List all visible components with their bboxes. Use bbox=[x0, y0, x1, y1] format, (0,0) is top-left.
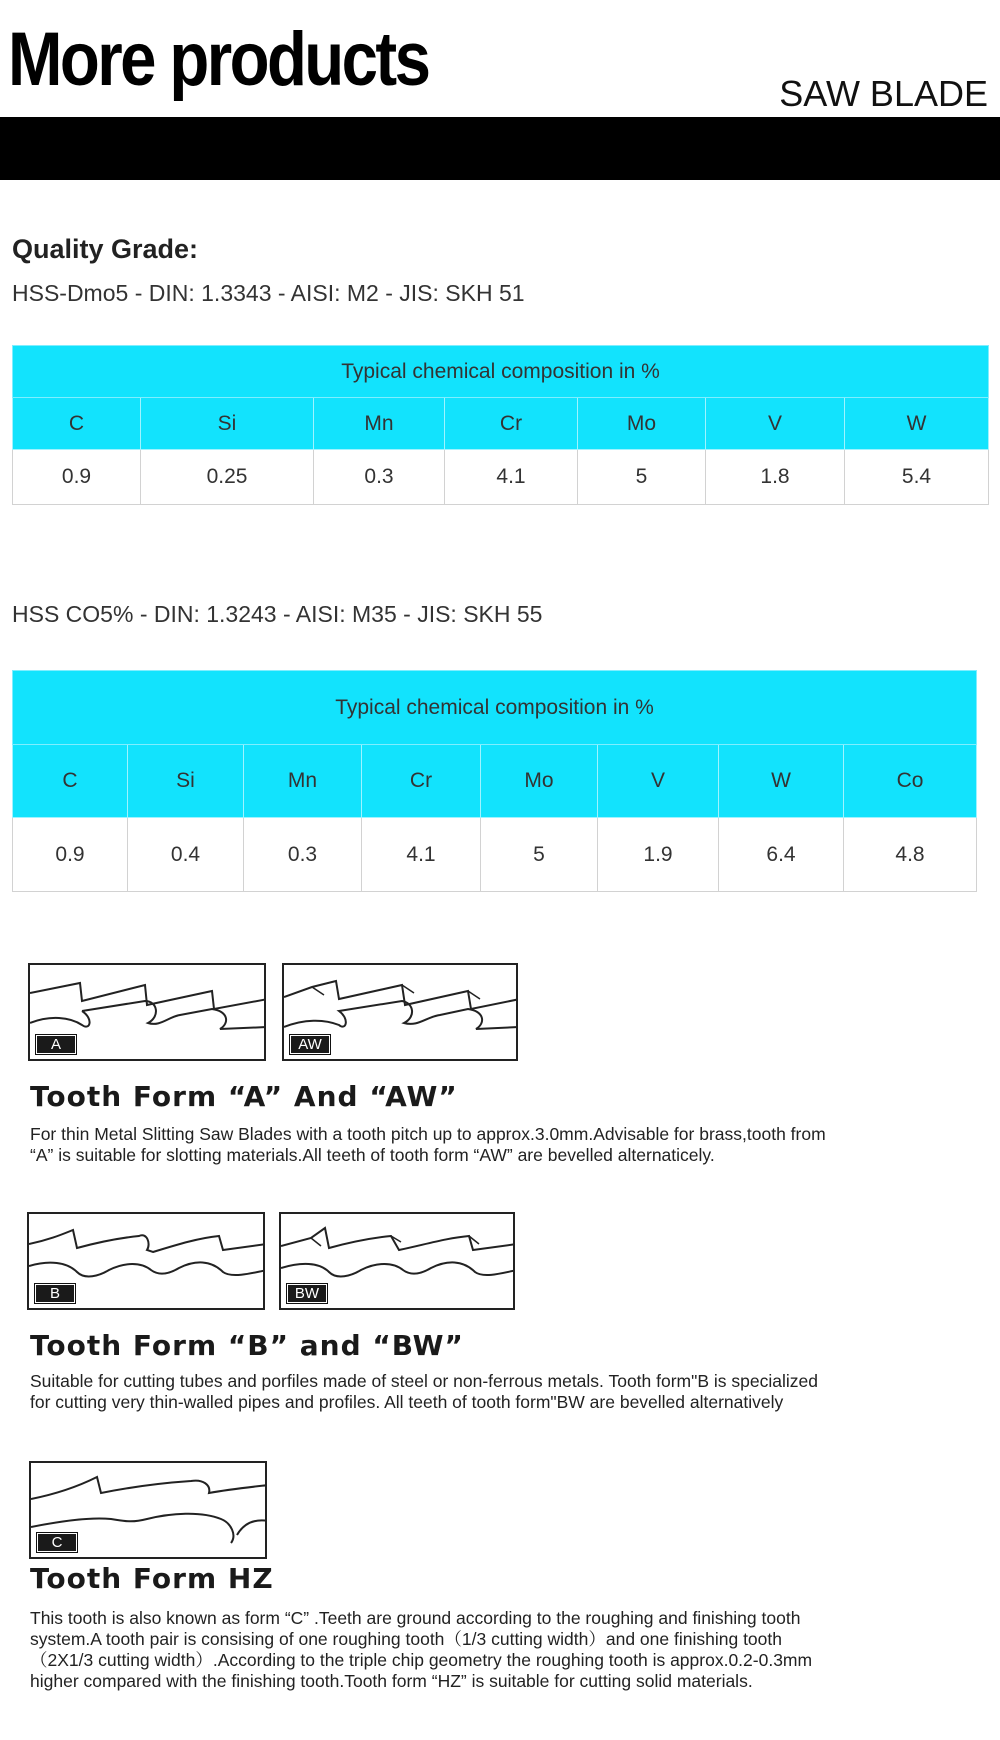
value-cell: 1.8 bbox=[706, 450, 845, 505]
tooth-form-tag: C bbox=[37, 1533, 77, 1552]
header-cell: V bbox=[706, 398, 845, 450]
value-cell: 1.9 bbox=[598, 818, 719, 892]
tooth-form-tag: A bbox=[36, 1035, 76, 1054]
description-line: This tooth is also known as form “C” .Teeth are ground according to the roughing and finishing tooth bbox=[30, 1608, 801, 1628]
value-cell: 0.4 bbox=[128, 818, 244, 892]
tooth-form-tag: AW bbox=[290, 1035, 330, 1054]
header-cell: Mn bbox=[314, 398, 445, 450]
value-cell: 6.4 bbox=[719, 818, 844, 892]
quality-grade-label: Quality Grade: bbox=[12, 234, 199, 264]
value-cell: 0.9 bbox=[13, 818, 128, 892]
tooth-form-b-diagram bbox=[27, 1212, 265, 1310]
tooth-form-aw-diagram bbox=[282, 963, 518, 1061]
grade-hss-dmo5: HSS-Dmo5 - DIN: 1.3343 - AISI: M2 - JIS: SKH 51 bbox=[12, 280, 525, 306]
table-caption: Typical chemical composition in % bbox=[13, 671, 977, 745]
header-cell: C bbox=[13, 398, 141, 450]
description-line: “A” is suitable for slotting materials.All teeth of tooth form “AW” are bevelled alternaticely. bbox=[30, 1145, 715, 1165]
description-line: （2X1/3 cutting width）.According to the triple chip geometry the roughing tooth is approx.0.2-0.3mm bbox=[30, 1650, 813, 1670]
tooth-form-b-description bbox=[30, 1371, 990, 1413]
header-cell: W bbox=[845, 398, 989, 450]
header-bar bbox=[0, 117, 1000, 180]
tooth-form-tag: BW bbox=[287, 1284, 327, 1303]
value-cell: 5 bbox=[481, 818, 598, 892]
header-cell: Mn bbox=[244, 745, 362, 818]
tooth-form-a-description bbox=[30, 1124, 990, 1166]
value-cell: 4.1 bbox=[362, 818, 481, 892]
header-cell: Si bbox=[141, 398, 314, 450]
header-cell: V bbox=[598, 745, 719, 818]
tooth-form-tag: B bbox=[35, 1284, 75, 1303]
tooth-form-c-diagram bbox=[29, 1461, 267, 1559]
page-title: More products bbox=[8, 17, 429, 102]
table-caption: Typical chemical composition in % bbox=[13, 346, 989, 398]
description-line: for cutting very thin-walled pipes and profiles. All teeth of tooth form"BW are bevelled alternatively bbox=[30, 1392, 784, 1412]
composition-table-hss-dmo5 bbox=[12, 345, 989, 505]
header-cell: C bbox=[13, 745, 128, 818]
value-cell: 5.4 bbox=[845, 450, 989, 505]
description-line: system.A tooth pair is consising of one roughing tooth（1/3 cutting width）and one finishing tooth bbox=[30, 1629, 782, 1649]
category-label: SAW BLADE bbox=[779, 73, 988, 114]
tooth-form-b-title: Tooth Form “B” and “BW” bbox=[30, 1329, 464, 1362]
header-cell: Si bbox=[128, 745, 244, 818]
value-cell: 0.25 bbox=[141, 450, 314, 505]
description-line: higher compared with the finishing tooth.Tooth form “HZ” is suitable for cutting solid materials. bbox=[30, 1671, 753, 1691]
composition-table-hss-co5 bbox=[12, 670, 977, 892]
tooth-form-bw-diagram bbox=[279, 1212, 515, 1310]
value-cell: 4.1 bbox=[445, 450, 578, 505]
grade-hss-co5: HSS CO5% - DIN: 1.3243 - AISI: M35 - JIS: SKH 55 bbox=[12, 601, 543, 627]
tooth-form-hz-title: Tooth Form HZ bbox=[30, 1562, 274, 1595]
header-cell: W bbox=[719, 745, 844, 818]
header-cell: Cr bbox=[445, 398, 578, 450]
tooth-form-a-diagram bbox=[28, 963, 266, 1061]
value-cell: 0.3 bbox=[244, 818, 362, 892]
header-cell: Co bbox=[844, 745, 977, 818]
value-cell: 0.9 bbox=[13, 450, 141, 505]
value-cell: 0.3 bbox=[314, 450, 445, 505]
value-cell: 5 bbox=[578, 450, 706, 505]
value-cell: 4.8 bbox=[844, 818, 977, 892]
description-line: For thin Metal Slitting Saw Blades with a tooth pitch up to approx.3.0mm.Advisable for brass,tooth from bbox=[30, 1124, 826, 1144]
header-cell: Cr bbox=[362, 745, 481, 818]
description-line: Suitable for cutting tubes and porfiles made of steel or non-ferrous metals. Tooth form"B is specialized bbox=[30, 1371, 818, 1391]
header-cell: Mo bbox=[481, 745, 598, 818]
header-cell: Mo bbox=[578, 398, 706, 450]
tooth-form-hz-description bbox=[30, 1608, 990, 1692]
tooth-form-a-title: Tooth Form “A” And “AW” bbox=[30, 1080, 458, 1113]
